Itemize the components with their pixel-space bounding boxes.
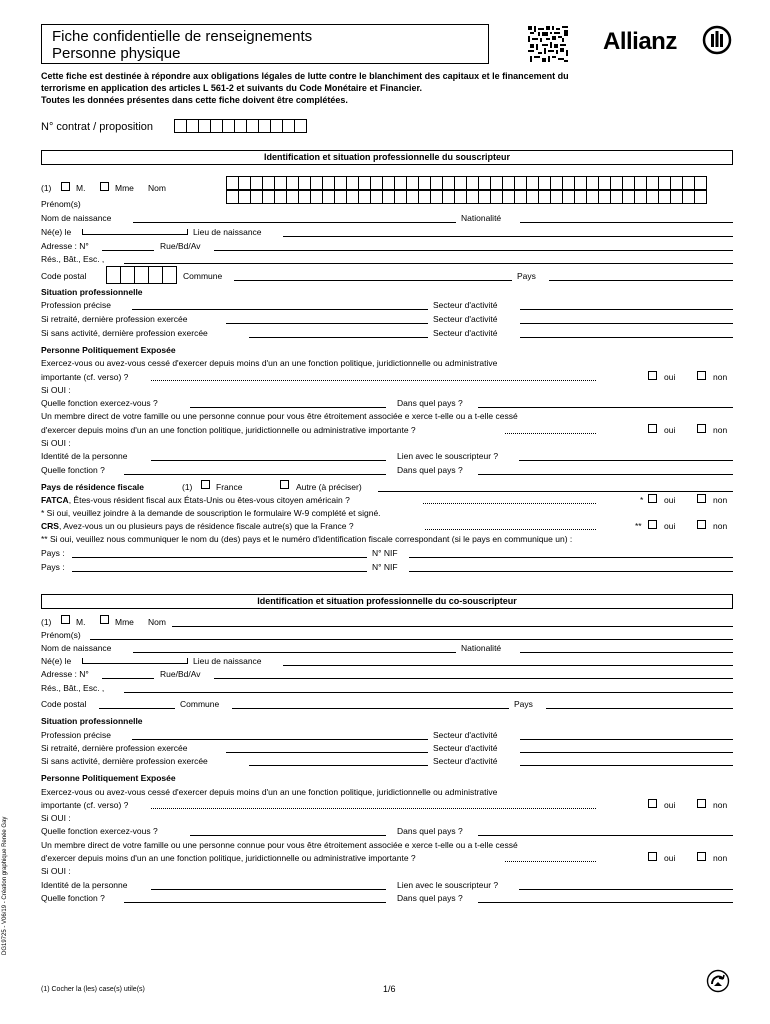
residence-title: Pays de résidence fiscale bbox=[41, 482, 145, 492]
co-secteur-label-3: Secteur d'activité bbox=[433, 756, 498, 766]
section1-header: Identification et situation professionnelle du souscripteur bbox=[41, 150, 733, 165]
residence-prefix: (1) bbox=[182, 482, 193, 492]
crs-star: ** bbox=[635, 521, 642, 531]
co-lieu-naissance-input[interactable] bbox=[283, 665, 733, 666]
profession-label: Profession précise bbox=[41, 300, 111, 310]
co-nom-label: Nom bbox=[148, 617, 166, 627]
co-rue-label: Rue/Bd/Av bbox=[160, 669, 201, 679]
co-civ-m-label: M. bbox=[76, 617, 86, 627]
ppe-q2-oui-checkbox[interactable] bbox=[648, 424, 657, 433]
lien-input[interactable] bbox=[519, 460, 733, 461]
civ-prefix: (1) bbox=[41, 183, 52, 193]
residence-france-checkbox[interactable] bbox=[201, 480, 210, 489]
co-dans-quel-pays-input-1[interactable] bbox=[478, 835, 733, 836]
ppe-q2-line2: d'exercer depuis moins d'un an une fonction politique, juridictionnelle ou administrative importante ? bbox=[41, 425, 416, 435]
co-code-postal-label: Code postal bbox=[41, 699, 87, 709]
co-res-input[interactable] bbox=[124, 692, 733, 693]
co-pays-label: Pays bbox=[514, 699, 533, 709]
identite-input[interactable] bbox=[151, 460, 386, 461]
co-adresse-label: Adresse : N° bbox=[41, 669, 89, 679]
co-secteur-label-2: Secteur d'activité bbox=[433, 743, 498, 753]
co-secteur-input-3[interactable] bbox=[520, 765, 733, 766]
nom-naissance-label: Nom de naissance bbox=[41, 213, 112, 223]
residence-autre-input[interactable] bbox=[378, 491, 733, 492]
co-nom-naissance-label: Nom de naissance bbox=[41, 643, 112, 653]
co-ppe-q2-non-label: non bbox=[713, 853, 728, 863]
co-fonction-exercez-label: Quelle fonction exercez-vous ? bbox=[41, 826, 158, 836]
residence-autre-checkbox[interactable] bbox=[280, 480, 289, 489]
secteur-input-2[interactable] bbox=[520, 323, 733, 324]
pays-label: Pays bbox=[517, 271, 536, 281]
crs-non-label: non bbox=[713, 521, 728, 531]
co-fonction-exercez-input[interactable] bbox=[190, 835, 386, 836]
commune-label: Commune bbox=[183, 271, 223, 281]
co-ppe-q1-line2: importante (cf. verso) ? bbox=[41, 800, 129, 810]
nationalite-label: Nationalité bbox=[461, 213, 502, 223]
crs-nif-input-1[interactable] bbox=[409, 557, 733, 558]
retraite-label: Si retraité, dernière profession exercée bbox=[41, 314, 188, 324]
co-res-label: Rés., Bât., Esc. , bbox=[41, 683, 105, 693]
fonction-exercez-label: Quelle fonction exercez-vous ? bbox=[41, 398, 158, 408]
sans-activite-label: Si sans activité, dernière profession exercée bbox=[41, 328, 208, 338]
ppe-q2-non-checkbox[interactable] bbox=[697, 424, 706, 433]
ppe-q2-non-label: non bbox=[713, 425, 728, 435]
secteur-label-2: Secteur d'activité bbox=[433, 314, 498, 324]
co-ppe-q1-non-label: non bbox=[713, 800, 728, 810]
secteur-input-3[interactable] bbox=[520, 337, 733, 338]
co-ppe-q1-oui-label: oui bbox=[664, 800, 676, 810]
fatca-oui-label: oui bbox=[664, 495, 676, 505]
retraite-input[interactable] bbox=[226, 323, 428, 324]
co-civ-prefix: (1) bbox=[41, 617, 52, 627]
footer-note: (1) Cocher la (les) case(s) utile(s) bbox=[41, 986, 145, 993]
co-sans-activite-label: Si sans activité, dernière profession exercée bbox=[41, 756, 208, 766]
contract-label: N° contrat / proposition bbox=[41, 121, 154, 133]
co-quelle-fonction-label: Quelle fonction ? bbox=[41, 893, 105, 903]
ne-le-label: Né(e) le bbox=[41, 227, 72, 237]
co-commune-input[interactable] bbox=[232, 708, 509, 709]
fatca-text: , Êtes-vous résident fiscal aux États-Unis ou êtes-vous citoyen américain ? bbox=[68, 495, 350, 505]
co-civ-m-checkbox[interactable] bbox=[61, 615, 70, 624]
crs-bold: CRS bbox=[41, 521, 59, 531]
qr-code-icon bbox=[528, 26, 568, 62]
adresse-num-input[interactable] bbox=[102, 250, 154, 251]
co-civ-mme-checkbox[interactable] bbox=[100, 615, 109, 624]
brand-logo: Allianz bbox=[603, 28, 677, 55]
intro-line3: Toutes les données présentes dans cette fiche doivent être complétées. bbox=[41, 95, 348, 105]
co-profession-label: Profession précise bbox=[41, 730, 111, 740]
crs-oui-label: oui bbox=[664, 521, 676, 531]
quelle-fonction-input[interactable] bbox=[124, 474, 386, 475]
pays-input[interactable] bbox=[549, 280, 733, 281]
ppe-q1-non-label: non bbox=[713, 372, 728, 382]
fatca-question bbox=[41, 495, 350, 505]
co-nationalite-label: Nationalité bbox=[461, 643, 502, 653]
dans-quel-pays-label-2: Dans quel pays ? bbox=[397, 465, 463, 475]
co-retraite-input[interactable] bbox=[226, 752, 428, 753]
co-commune-label: Commune bbox=[180, 699, 220, 709]
co-secteur-input-2[interactable] bbox=[520, 752, 733, 753]
crs-pays-input-2[interactable] bbox=[72, 571, 367, 572]
side-reference: DG19725 - V06/19 - Création graphique Renée Gay bbox=[2, 816, 8, 955]
civ-m-checkbox[interactable] bbox=[61, 182, 70, 191]
recycle-logo-icon bbox=[706, 969, 730, 993]
fonction-exercez-input[interactable] bbox=[190, 407, 386, 408]
co-identite-input[interactable] bbox=[151, 889, 386, 890]
identite-label: Identité de la personne bbox=[41, 451, 128, 461]
contract-number-input[interactable] bbox=[174, 119, 306, 133]
intro-line1: Cette fiche est destinée à répondre aux obligations légales de lutte contre le blanchiment des capitaux et le financement du bbox=[41, 71, 569, 81]
crs-oui-checkbox[interactable] bbox=[648, 520, 657, 529]
ppe-q1-dots bbox=[151, 380, 596, 381]
co-adresse-num-input[interactable] bbox=[102, 678, 154, 679]
co-nom-input[interactable] bbox=[172, 626, 733, 627]
co-situation-title: Situation professionnelle bbox=[41, 716, 143, 726]
crs-dots bbox=[425, 529, 596, 530]
co-nationalite-input[interactable] bbox=[520, 652, 733, 653]
dans-quel-pays-input-2[interactable] bbox=[478, 474, 733, 475]
co-pays-input[interactable] bbox=[546, 708, 733, 709]
civ-mme-checkbox[interactable] bbox=[100, 182, 109, 191]
profession-input[interactable] bbox=[132, 309, 428, 310]
nom-input[interactable] bbox=[226, 176, 706, 190]
co-dans-quel-pays-label-1: Dans quel pays ? bbox=[397, 826, 463, 836]
ppe-title: Personne Politiquement Exposée bbox=[41, 345, 176, 355]
ppe-q2-dots bbox=[505, 433, 596, 434]
co-birth-date-input[interactable] bbox=[82, 658, 188, 664]
co-prenom-label: Prénom(s) bbox=[41, 630, 81, 640]
co-secteur-label-1: Secteur d'activité bbox=[433, 730, 498, 740]
si-oui-1: Si OUI : bbox=[41, 385, 71, 395]
prenom-grid[interactable] bbox=[226, 190, 706, 204]
co-ppe-q2-line1: Un membre direct de votre famille ou une personne connue pour vous être étroitement associée e xerce t-elle ou a t-elle cessé bbox=[41, 840, 518, 850]
lieu-naissance-label: Lieu de naissance bbox=[193, 227, 262, 237]
co-ppe-q1-dots bbox=[151, 808, 596, 809]
birth-date-input[interactable] bbox=[82, 229, 188, 235]
co-lieu-naissance-label: Lieu de naissance bbox=[193, 656, 262, 666]
co-ppe-q2-dots bbox=[505, 861, 596, 862]
co-prenom-input[interactable] bbox=[90, 639, 733, 640]
page-title-line2: Personne physique bbox=[52, 45, 181, 62]
co-identite-label: Identité de la personne bbox=[41, 880, 128, 890]
ppe-q1-oui-checkbox[interactable] bbox=[648, 371, 657, 380]
ppe-q1-line2: importante (cf. verso) ? bbox=[41, 372, 129, 382]
civ-mme-label: Mme bbox=[115, 183, 134, 193]
lien-label: Lien avec le souscripteur ? bbox=[397, 451, 499, 461]
crs-non-checkbox[interactable] bbox=[697, 520, 706, 529]
secteur-input-1[interactable] bbox=[520, 309, 733, 310]
nationalite-input[interactable] bbox=[520, 222, 733, 223]
crs-nif-label-2: N° NIF bbox=[372, 562, 398, 572]
co-ne-le-label: Né(e) le bbox=[41, 656, 72, 666]
situation-title: Situation professionnelle bbox=[41, 287, 143, 297]
co-ppe-q2-oui-label: oui bbox=[664, 853, 676, 863]
fatca-non-checkbox[interactable] bbox=[697, 494, 706, 503]
co-ppe-q2-line2: d'exercer depuis moins d'un an une fonction politique, juridictionnelle ou administrative importante ? bbox=[41, 853, 416, 863]
code-postal-input[interactable] bbox=[106, 266, 176, 284]
dans-quel-pays-input-1[interactable] bbox=[478, 407, 733, 408]
nom-label: Nom bbox=[148, 183, 166, 193]
fatca-note: * Si oui, veuillez joindre à la demande de souscription le formulaire W-9 complété et signé. bbox=[41, 508, 381, 518]
co-ppe-q1-non-checkbox[interactable] bbox=[697, 799, 706, 808]
res-label: Rés., Bât., Esc. , bbox=[41, 254, 105, 264]
co-ppe-title: Personne Politiquement Exposée bbox=[41, 773, 176, 783]
res-input[interactable] bbox=[124, 263, 733, 264]
co-dans-quel-pays-label-2: Dans quel pays ? bbox=[397, 893, 463, 903]
crs-note: ** Si oui, veuillez nous communiquer le nom du (des) pays et le numéro d'identification fiscale correspondant (si le pays en communique un) : bbox=[41, 534, 573, 544]
co-profession-input[interactable] bbox=[132, 739, 428, 740]
adresse-label: Adresse : N° bbox=[41, 241, 89, 251]
crs-question bbox=[41, 521, 354, 531]
fatca-star: * bbox=[640, 495, 644, 505]
crs-pays-label-1: Pays : bbox=[41, 548, 65, 558]
nom-naissance-input[interactable] bbox=[133, 222, 456, 223]
lieu-naissance-input[interactable] bbox=[283, 236, 733, 237]
quelle-fonction-label: Quelle fonction ? bbox=[41, 465, 105, 475]
fatca-oui-checkbox[interactable] bbox=[648, 494, 657, 503]
co-ppe-q2-non-checkbox[interactable] bbox=[697, 852, 706, 861]
co-ppe-q1-line1: Exercez-vous ou avez-vous cessé d'exercer depuis moins d'un an une fonction politique, juridictionnelle ou administrative bbox=[41, 787, 498, 797]
fatca-non-label: non bbox=[713, 495, 728, 505]
co-si-oui-2: Si OUI : bbox=[41, 866, 71, 876]
co-quelle-fonction-input[interactable] bbox=[124, 902, 386, 903]
co-nom-naissance-input[interactable] bbox=[133, 652, 456, 653]
rue-label: Rue/Bd/Av bbox=[160, 241, 201, 251]
crs-nif-input-2[interactable] bbox=[409, 571, 733, 572]
co-lien-label: Lien avec le souscripteur ? bbox=[397, 880, 499, 890]
rue-input[interactable] bbox=[214, 250, 733, 251]
crs-nif-label-1: N° NIF bbox=[372, 548, 398, 558]
co-ppe-q1-oui-checkbox[interactable] bbox=[648, 799, 657, 808]
dans-quel-pays-label-1: Dans quel pays ? bbox=[397, 398, 463, 408]
co-sans-activite-input[interactable] bbox=[249, 765, 428, 766]
fatca-bold: FATCA bbox=[41, 495, 69, 505]
crs-pays-input-1[interactable] bbox=[72, 557, 367, 558]
ppe-q1-non-checkbox[interactable] bbox=[697, 371, 706, 380]
prenom-label: Prénom(s) bbox=[41, 199, 81, 209]
crs-pays-label-2: Pays : bbox=[41, 562, 65, 572]
co-code-postal-input[interactable] bbox=[99, 708, 175, 709]
co-ppe-q2-oui-checkbox[interactable] bbox=[648, 852, 657, 861]
fatca-dots bbox=[423, 503, 596, 504]
secteur-label-1: Secteur d'activité bbox=[433, 300, 498, 310]
co-dans-quel-pays-input-2[interactable] bbox=[478, 902, 733, 903]
page-number: 1/6 bbox=[383, 984, 396, 994]
ppe-q2-oui-label: oui bbox=[664, 425, 676, 435]
ppe-q1-line1: Exercez-vous ou avez-vous cessé d'exercer depuis moins d'un an une fonction politique, juridictionnelle ou administrative bbox=[41, 358, 498, 368]
ppe-q1-oui-label: oui bbox=[664, 372, 676, 382]
civ-m-label: M. bbox=[76, 183, 86, 193]
co-retraite-label: Si retraité, dernière profession exercée bbox=[41, 743, 188, 753]
co-rue-input[interactable] bbox=[214, 678, 733, 679]
residence-france-label: France bbox=[216, 482, 243, 492]
secteur-label-3: Secteur d'activité bbox=[433, 328, 498, 338]
intro-line2: terrorisme en application des articles L 561-2 et suivants du Code Monétaire et Financier. bbox=[41, 83, 422, 93]
allianz-eagle-icon bbox=[702, 25, 732, 55]
co-secteur-input-1[interactable] bbox=[520, 739, 733, 740]
page-title-line1: Fiche confidentielle de renseignements bbox=[52, 28, 313, 45]
section2-header: Identification et situation professionnelle du co-souscripteur bbox=[41, 594, 733, 609]
residence-autre-label: Autre (à préciser) bbox=[296, 482, 362, 492]
sans-activite-input[interactable] bbox=[249, 337, 428, 338]
co-si-oui-1: Si OUI : bbox=[41, 813, 71, 823]
si-oui-2: Si OUI : bbox=[41, 438, 71, 448]
code-postal-label: Code postal bbox=[41, 271, 87, 281]
crs-text: , Avez-vous un ou plusieurs pays de résidence fiscale autre(s) que la France ? bbox=[58, 521, 354, 531]
commune-input[interactable] bbox=[234, 280, 512, 281]
co-civ-mme-label: Mme bbox=[115, 617, 134, 627]
co-lien-input[interactable] bbox=[519, 889, 733, 890]
ppe-q2-line1: Un membre direct de votre famille ou une personne connue pour vous être étroitement associée e xerce t-elle ou a t-elle cessé bbox=[41, 411, 518, 421]
